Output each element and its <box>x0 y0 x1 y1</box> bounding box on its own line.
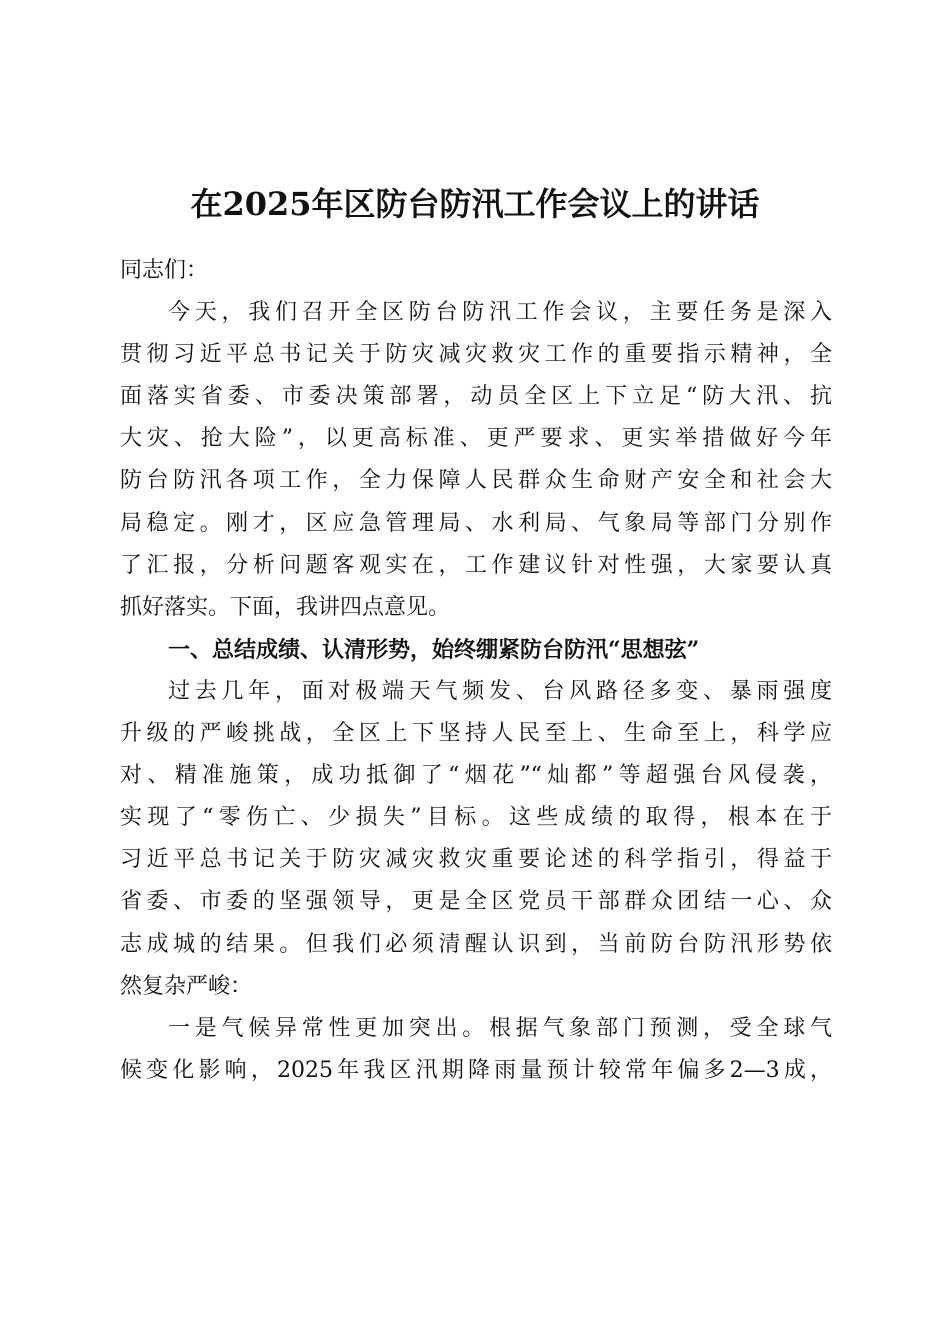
section-heading-line: 一、总结成绩、认清形势，始终绷紧防台防汛“思想弦” <box>168 636 700 663</box>
paragraph-line: 候变化影响，2025年我区汛期降雨量预计较常年偏多2—3成， <box>120 1057 832 1083</box>
paragraph-line: 志成城的结果。但我们必须清醒认识到，当前防台防汛形势依 <box>120 931 832 957</box>
paragraph-line: 贯彻习近平总书记关于防灾减灾救灾工作的重要指示精神，全 <box>120 342 832 368</box>
paragraph-line: 了汇报，分析问题客观实在，工作建议针对性强，大家要认真 <box>120 552 832 578</box>
paragraph-line: 然复杂严峻： <box>120 973 253 999</box>
paragraph-line: 一是气候异常性更加突出。根据气象部门预测，受全球气 <box>168 1015 832 1041</box>
paragraph-line: 省委、市委的坚强领导，更是全区党员干部群众团结一心、众 <box>120 889 832 915</box>
paragraph-line: 实现了“零伤亡、少损失”目标。这些成绩的取得，根本在于 <box>120 805 832 831</box>
paragraph-line: 对、精准施策，成功抵御了“烟花”“灿都”等超强台风侵袭， <box>120 763 832 789</box>
paragraph-line: 过去几年，面对极端天气频发、台风路径多变、暴雨强度 <box>168 678 832 704</box>
paragraph-line: 面落实省委、市委决策部署，动员全区上下立足“防大汛、抗 <box>120 384 832 410</box>
paragraph-line: 升级的严峻挑战，全区上下坚持人民至上、生命至上，科学应 <box>120 721 832 747</box>
paragraph-line: 防台防汛各项工作，全力保障人民群众生命财产安全和社会大 <box>120 468 832 494</box>
document-body <box>120 250 832 1092</box>
paragraph-line: 习近平总书记关于防灾减灾救灾重要论述的科学指引，得益于 <box>120 847 832 873</box>
paragraph-line: 大灾、抢大险”，以更高标准、更严要求、更实举措做好今年 <box>120 426 832 452</box>
paragraph-line: 今天，我们召开全区防台防汛工作会议，主要任务是深入 <box>168 300 832 326</box>
paragraph-line: 抓好落实。下面，我讲四点意见。 <box>120 594 451 620</box>
paragraph-line: 同志们： <box>120 258 209 283</box>
paragraph-line: 局稳定。刚才，区应急管理局、水利局、气象局等部门分别作 <box>120 510 832 536</box>
document-title: 在2025年区防台防汛工作会议上的讲话 <box>190 185 760 223</box>
